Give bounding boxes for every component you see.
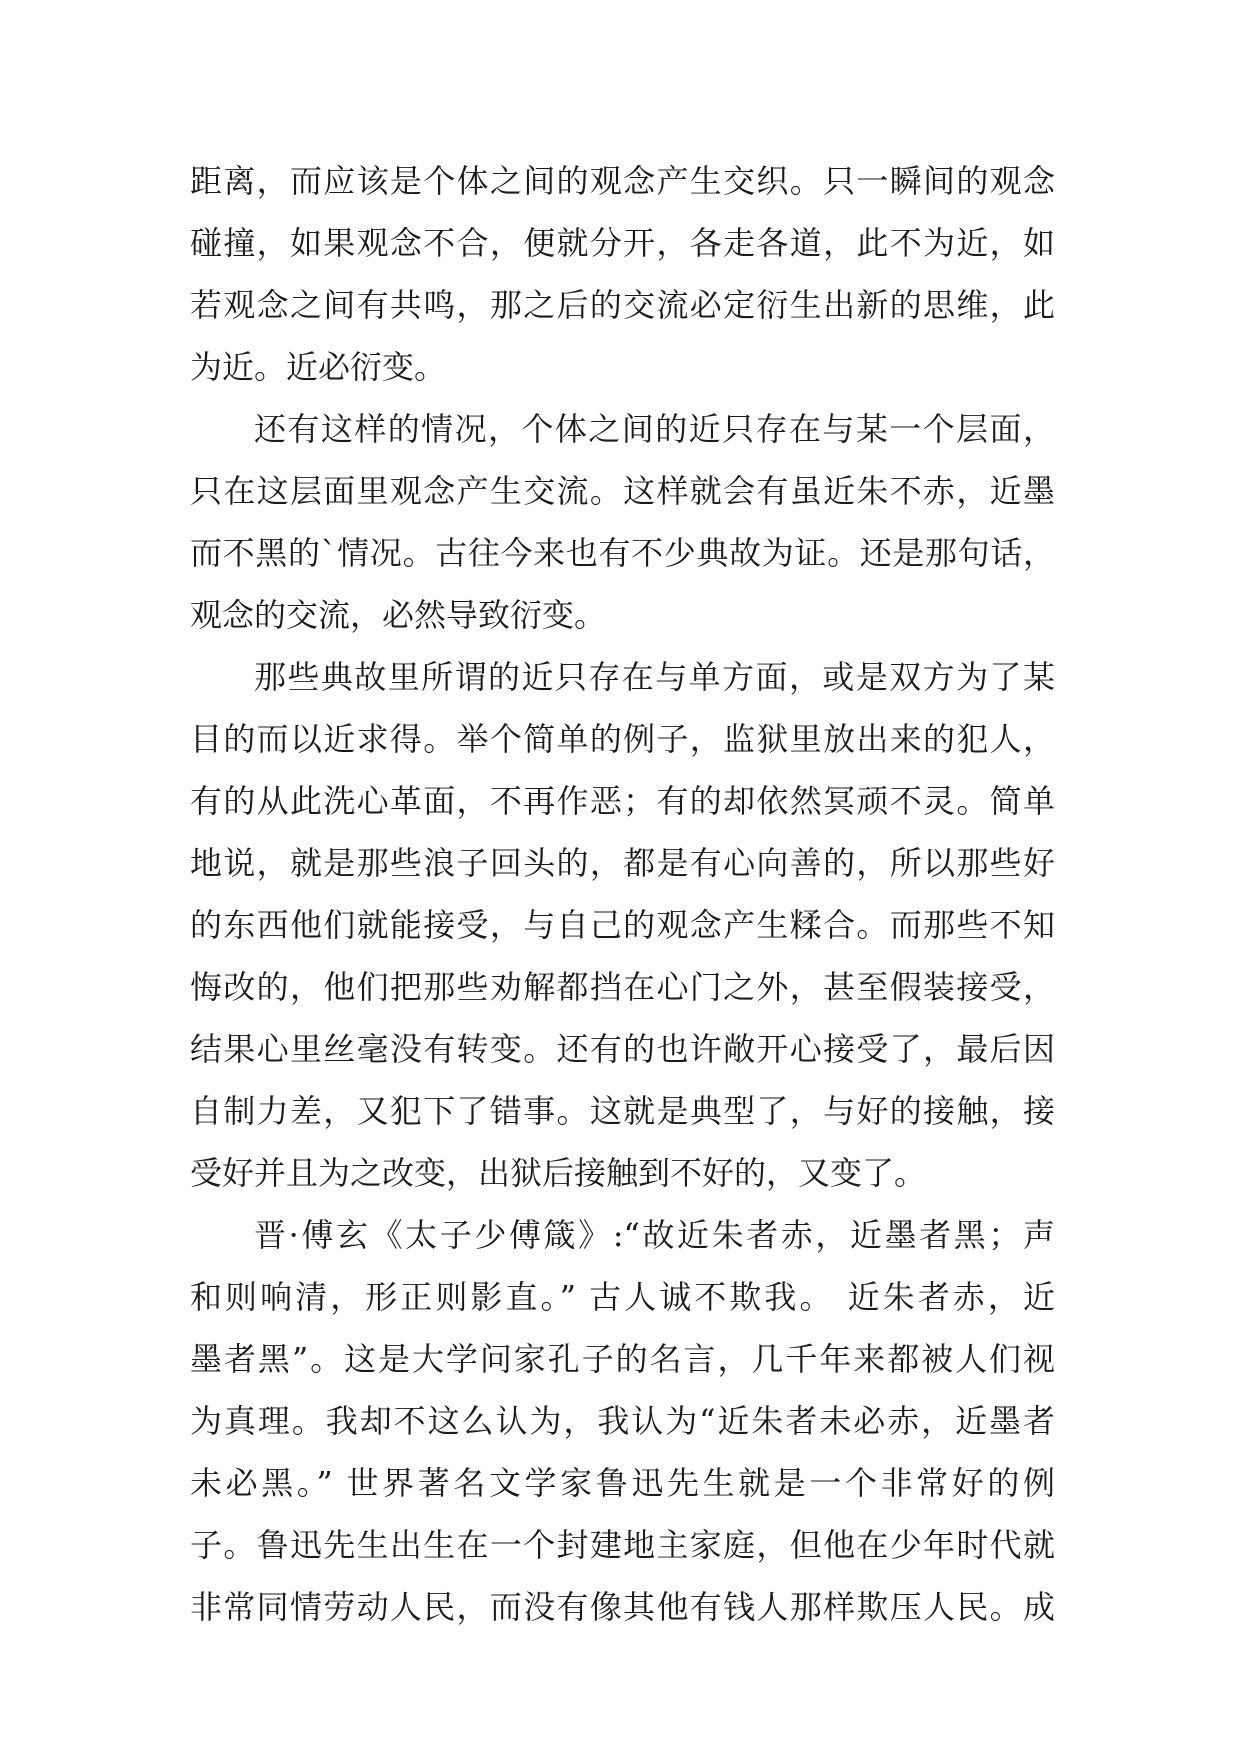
text-line: 悔改的，他们把那些劝解都挡在心门之外，甚至假装接受， — [190, 968, 1055, 1006]
text-line: 的东西他们就能接受，与自己的观念产生糅合。而那些不知 — [190, 906, 1055, 944]
text-line: 距离，而应该是个体之间的观念产生交织。只一瞬间的观念 — [190, 162, 1055, 200]
text-line: 而不黑的`情况。古往今来也有不少典故为证。还是那句话， — [190, 534, 1055, 572]
paragraph-first-line: 那些典故里所谓的近只存在与单方面，或是双方为了某 — [254, 658, 1055, 696]
text-line: 目的而以近求得。举个简单的例子，监狱里放出来的犯人， — [190, 720, 1055, 758]
text-line: 子。鲁迅先生出生在一个封建地主家庭，但他在少年时代就 — [190, 1526, 1055, 1564]
text-line: 只在这层面里观念产生交流。这样就会有虽近朱不赤，近墨 — [190, 472, 1055, 510]
text-line: 地说，就是那些浪子回头的，都是有心向善的，所以那些好 — [190, 844, 1055, 882]
text-line: 结果心里丝毫没有转变。还有的也许敞开心接受了，最后因 — [190, 1030, 1055, 1068]
document-page — [190, 150, 1055, 1638]
text-line: 为近。近必衍变。 — [190, 348, 447, 386]
text-line: 碰撞，如果观念不合，便就分开，各走各道，此不为近，如 — [190, 224, 1055, 262]
text-line: 有的从此洗心革面，不再作恶；有的却依然冥顽不灵。简单 — [190, 782, 1055, 820]
text-line: 非常同情劳动人民，而没有像其他有钱人那样欺压人民。成 — [190, 1588, 1055, 1626]
text-line: 墨者黑”。这是大学问家孔子的名言，几千年来都被人们视 — [190, 1340, 1055, 1378]
paragraph-first-line: 晋·傅玄《太子少傅箴》:“故近朱者赤，近墨者黑；声 — [254, 1216, 1055, 1254]
text-line: 和则响清，形正则影直。” 古人诚不欺我。 近朱者赤，近 — [190, 1278, 1055, 1316]
paragraph-first-line: 还有这样的情况，个体之间的近只存在与某一个层面， — [254, 410, 1055, 448]
text-line: 为真理。我却不这么认为，我认为“近朱者未必赤，近墨者 — [190, 1402, 1055, 1440]
text-line: 观念的交流，必然导致衍变。 — [190, 596, 607, 634]
text-line: 自制力差，又犯下了错事。这就是典型了，与好的接触，接 — [190, 1092, 1055, 1130]
text-line: 受好并且为之改变，出狱后接触到不好的，又变了。 — [190, 1154, 927, 1192]
text-line: 未必黑。” 世界著名文学家鲁迅先生就是一个非常好的例 — [190, 1464, 1055, 1502]
text-line: 若观念之间有共鸣，那之后的交流必定衍生出新的思维，此 — [190, 286, 1055, 324]
